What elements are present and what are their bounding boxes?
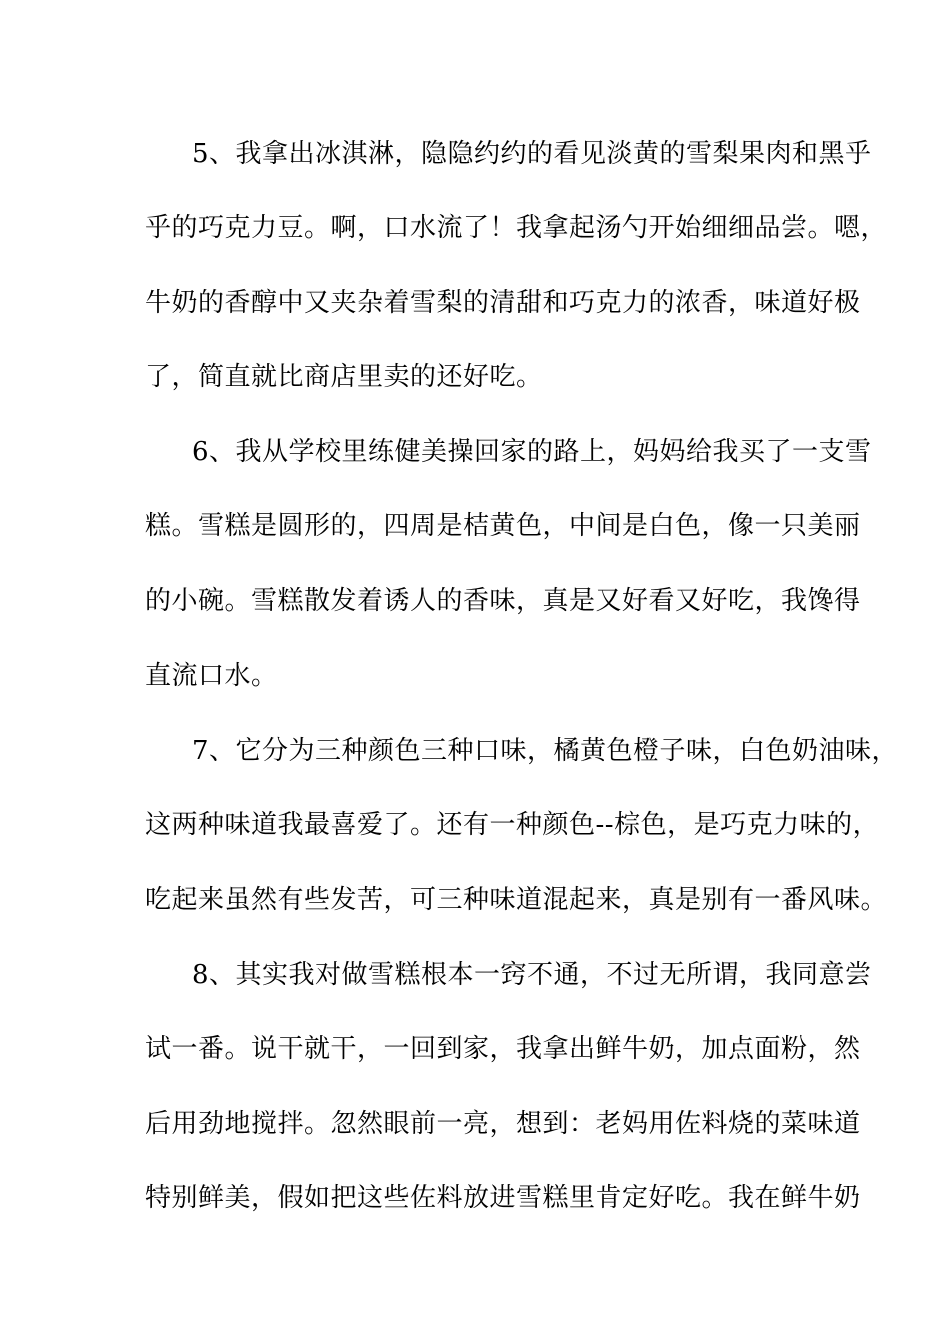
paragraph-5-line-4: 了，简直就比商店里卖的还好吃。	[145, 362, 543, 392]
paragraph-5-line-1: 5、我拿出冰淇淋，隐隐约约的看见淡黄的雪梨果肉和黑乎	[192, 139, 872, 169]
paragraph-8-line-1: 8、其实我对做雪糕根本一窍不通，不过无所谓，我同意尝	[192, 960, 872, 990]
paragraph-7-line-3: 吃起来虽然有些发苦，可三种味道混起来，真是别有一番风味。	[145, 885, 888, 915]
paragraph-6-line-2: 糕。雪糕是圆形的，四周是桔黄色，中间是白色，像一只美丽	[145, 511, 861, 541]
paragraph-6-line-4: 直流口水。	[145, 661, 278, 691]
paragraph-6-line-1: 6、我从学校里练健美操回家的路上，妈妈给我买了一支雪	[192, 437, 872, 467]
paragraph-5-line-3: 牛奶的香醇中又夹杂着雪梨的清甜和巧克力的浓香，味道好极	[145, 288, 861, 318]
paragraph-5-line-2: 乎的巧克力豆。啊，口水流了！我拿起汤勺开始细细品尝。嗯，	[145, 213, 888, 243]
paragraph-8-line-3: 后用劲地搅拌。忽然眼前一亮，想到：老妈用佐料烧的菜味道	[145, 1109, 861, 1139]
paragraph-6-line-3: 的小碗。雪糕散发着诱人的香味，真是又好看又好吃，我馋得	[145, 586, 861, 616]
paragraph-7-line-1: 7、它分为三种颜色三种口味，橘黄色橙子味，白色奶油味，	[192, 736, 899, 766]
paragraph-8-line-2: 试一番。说干就干，一回到家，我拿出鲜牛奶，加点面粉，然	[145, 1034, 861, 1064]
paragraph-7-line-2: 这两种味道我最喜爱了。还有一种颜色--棕色，是巧克力味的，	[145, 810, 880, 840]
paragraph-8-line-4: 特别鲜美，假如把这些佐料放进雪糕里肯定好吃。我在鲜牛奶	[145, 1183, 861, 1213]
